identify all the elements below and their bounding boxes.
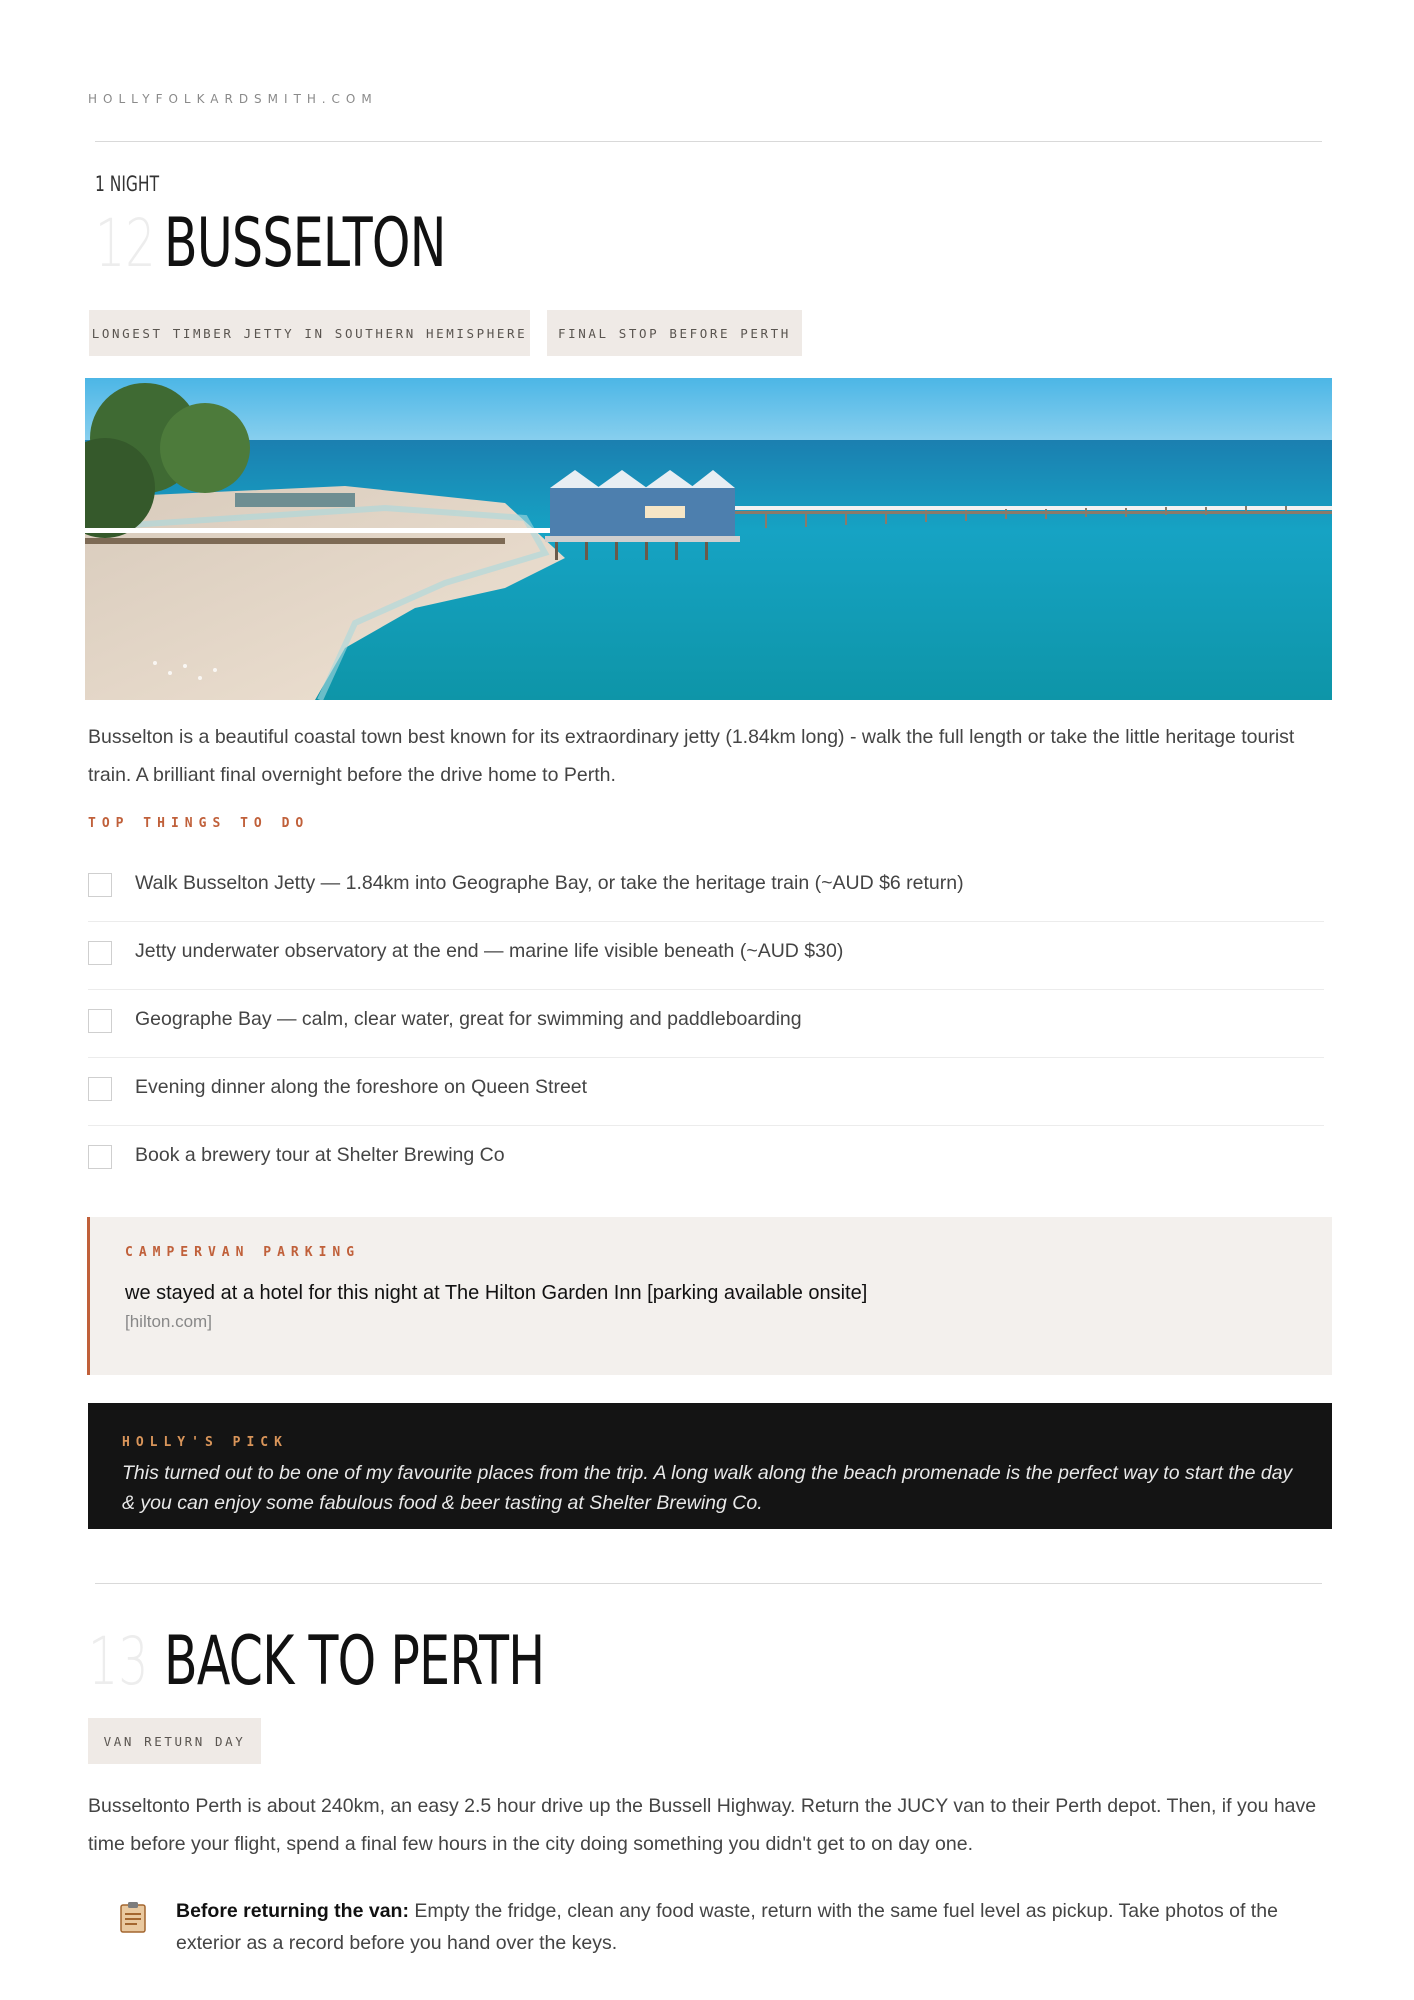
divider <box>95 1583 1322 1584</box>
todo-text: Jetty underwater observatory at the end — marine life visible beneath (~AUD $30) <box>135 940 844 962</box>
parking-label: CAMPERVAN PARKING <box>125 1245 361 1260</box>
day-number: 13 <box>88 1623 149 1700</box>
tag-van-return: VAN RETURN DAY <box>88 1718 261 1764</box>
back-to-perth-intro: Busseltonto Perth is about 240km, an easy 2.5 hour drive up the Bussell Highway. Return the JUCY van to their Perth depot. Then, if you have time before your flight, spend a final few hours in the city doing something you didn't get to on day one. <box>88 1795 1317 1855</box>
campervan-parking-box <box>87 1217 1332 1375</box>
todo-checkbox[interactable] <box>88 873 112 897</box>
todo-item <box>88 990 1324 1058</box>
todo-text: Geographe Bay — calm, clear water, great for swimming and paddleboarding <box>135 1008 802 1030</box>
todo-text: Evening dinner along the foreshore on Queen Street <box>135 1076 588 1098</box>
day-title: BACK TO PERTH <box>164 1622 545 1701</box>
todo-checkbox[interactable] <box>88 1145 112 1169</box>
note-text <box>176 1895 1316 1959</box>
todo-item <box>88 922 1324 990</box>
busselton-intro: Busselton is a beautiful coastal town best known for its extraordinary jetty (1.84km long) - walk the full length or take the little heritage tourist train. A brilliant final overnight before the drive home to Perth. <box>88 726 1295 786</box>
note-bold: Before returning the van: <box>176 1900 409 1922</box>
divider <box>95 141 1322 142</box>
nights-count: 1 NIGHT <box>95 172 160 196</box>
top-things-label: TOP THINGS TO DO <box>88 816 310 831</box>
tag-longest-jetty: LONGEST TIMBER JETTY IN SOUTHERN HEMISPHERE <box>89 310 530 356</box>
todo-item <box>88 854 1324 922</box>
todo-text: Book a brewery tour at Shelter Brewing Co <box>135 1144 505 1166</box>
day-number: 12 <box>95 205 156 282</box>
busselton-jetty-photo <box>85 378 1332 700</box>
day-title: BUSSELTON <box>164 204 446 283</box>
note-body: Empty the fridge, clean any food waste, return with the same fuel level as pickup. Take photos of the exterior as a record before you hand over the keys. <box>176 1900 1278 1954</box>
todo-item <box>88 1058 1324 1126</box>
clipboard-icon <box>120 1901 146 1933</box>
pick-label: HOLLY'S PICK <box>122 1435 288 1450</box>
site-header[interactable]: HOLLYFOLKARDSMITH.COM <box>88 92 378 106</box>
todo-checkbox[interactable] <box>88 1009 112 1033</box>
pick-text: This turned out to be one of my favourite places from the trip. A long walk along the beach promenade is the perfect way to start the day & you can enjoy some fabulous food & beer tasting at Shelter Brewing Co. <box>122 1462 1293 1514</box>
tag-final-stop: FINAL STOP BEFORE PERTH <box>547 310 802 356</box>
todo-text: Walk Busselton Jetty — 1.84km into Geographe Bay, or take the heritage train (~AUD $6 return) <box>135 872 964 894</box>
todo-checkbox[interactable] <box>88 941 112 965</box>
parking-text: we stayed at a hotel for this night at The Hilton Garden Inn [parking available onsite] <box>125 1282 868 1304</box>
hilton-link[interactable]: [hilton.com] <box>125 1312 212 1331</box>
todo-item <box>88 1126 1324 1193</box>
todo-checkbox[interactable] <box>88 1077 112 1101</box>
hollys-pick-box <box>88 1403 1332 1529</box>
